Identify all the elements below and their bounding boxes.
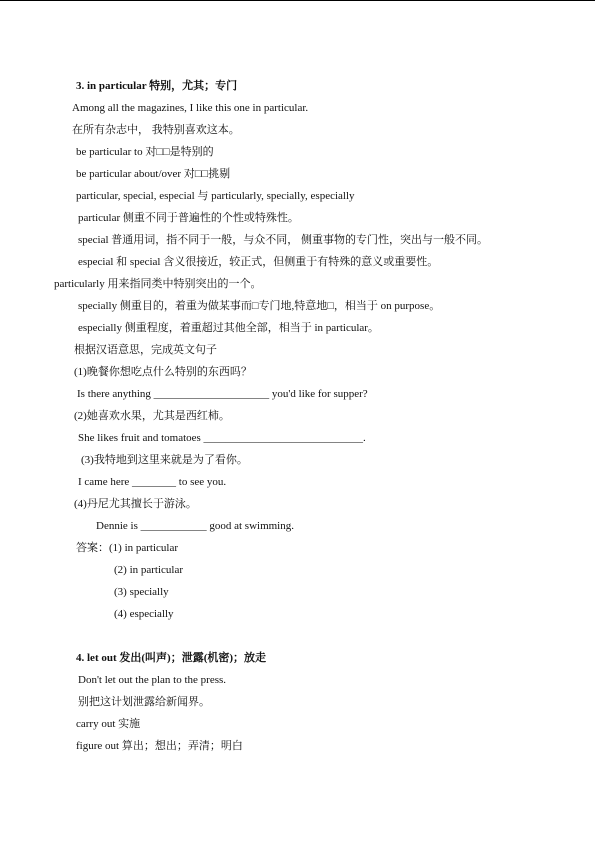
text-line: 在所有杂志中， 我特别喜欢这本。	[72, 124, 240, 136]
text-line: (4) especially	[114, 608, 174, 620]
text-line: particular 侧重不同于普遍性的个性或特殊性。	[78, 212, 299, 224]
text-line: 别把这计划泄露给新闻界。	[78, 696, 210, 708]
text-line: special 普通用词，指不同于一般，与众不同， 侧重事物的专门性，突出与一般不同。	[78, 234, 489, 246]
text-line: especially 侧重程度，着重超过其他全部，相当于 in particular。	[78, 322, 379, 334]
text-line: Among all the magazines, I like this one in particular.	[72, 102, 309, 114]
section-heading: 3. in particular 特别，尤其；专门	[76, 80, 238, 92]
text-line: 根据汉语意思，完成英文句子	[74, 344, 217, 356]
text-line: (4)丹尼尤其擅长于游泳。	[74, 498, 197, 510]
page-top-rule	[0, 0, 595, 1]
text-line: figure out 算出；想出；弄清；明白	[76, 740, 243, 752]
text-line: Dennie is ____________ good at swimming.	[96, 520, 294, 532]
text-line: specially 侧重目的，着重为做某事而□专门地,特意地□，相当于 on purpose。	[78, 300, 441, 312]
text-line: Don't let out the plan to the press.	[78, 674, 227, 686]
text-line: especial 和 special 含义很接近，较正式，但侧重于有特殊的意义或重要性。	[78, 256, 439, 268]
text-line: particularly 用来指同类中特别突出的一个。	[54, 278, 262, 290]
text-line: be particular to 对□□是特别的	[76, 146, 214, 158]
text-line: (2)她喜欢水果，尤其是西红柿。	[74, 410, 230, 422]
text-line: particular, special, especial 与 particularly, specially, especially	[76, 190, 355, 202]
text-line: I came here ________ to see you.	[78, 476, 227, 488]
text-line: (2) in particular	[114, 564, 184, 576]
section-heading: 4. let out 发出(叫声)；泄露(机密)；放走	[76, 652, 267, 664]
text-line: be particular about/over 对□□挑剔	[76, 168, 231, 180]
text-line: Is there anything _____________________ you'd like for supper?	[77, 388, 368, 400]
text-line: (3)我特地到这里来就是为了看你。	[81, 454, 248, 466]
text-line: 答案：(1) in particular	[76, 542, 179, 554]
text-line: carry out 实施	[76, 718, 141, 730]
text-line: She likes fruit and tomatoes _____________________________.	[78, 432, 366, 444]
text-line: (1)晚餐你想吃点什么特别的东西吗？	[74, 366, 252, 378]
text-line: (3) specially	[114, 586, 169, 598]
